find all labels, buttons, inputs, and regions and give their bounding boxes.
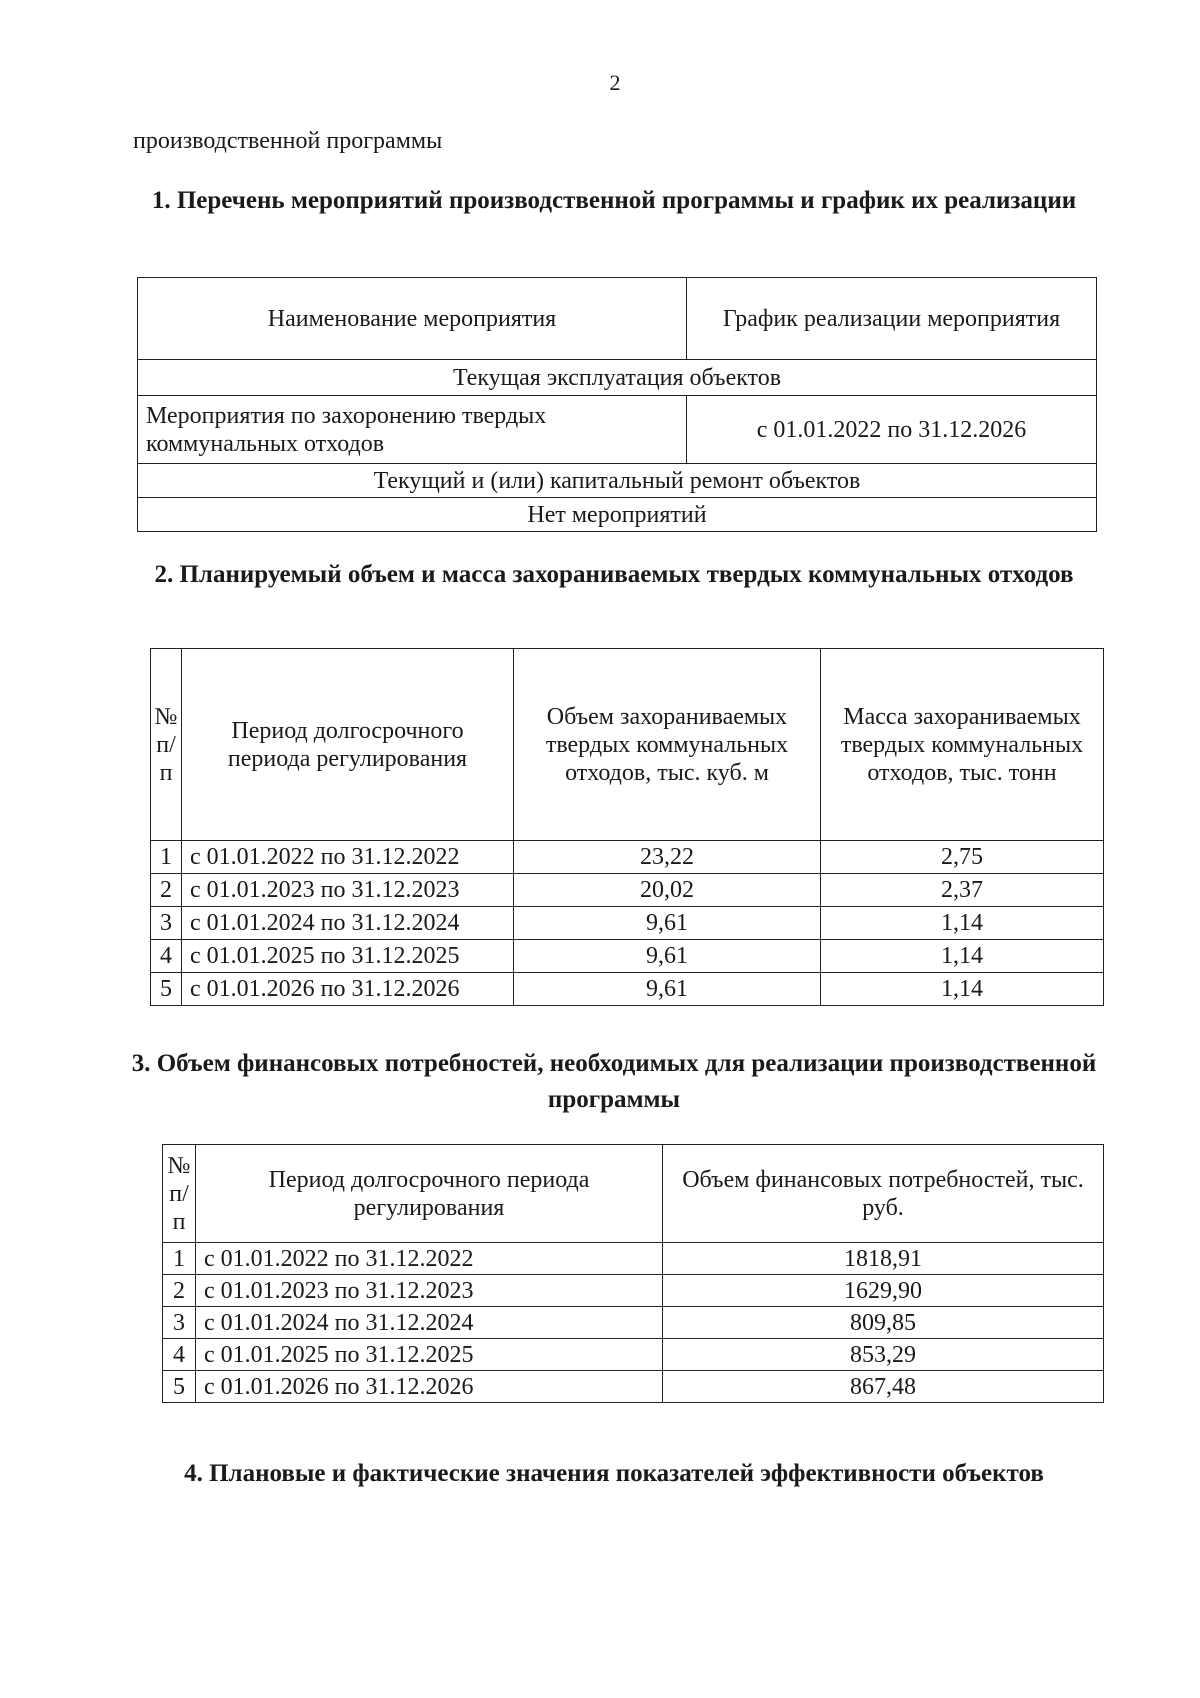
row-num: 3 <box>163 1307 196 1339</box>
row-mass: 1,14 <box>821 940 1104 973</box>
header-schedule: График реализации мероприятия <box>687 278 1097 360</box>
row-num: 2 <box>163 1275 196 1307</box>
row-period: с 01.01.2023 по 31.12.2023 <box>182 874 514 907</box>
header-volume: Объем захораниваемых твердых коммунальных отходов, тыс. куб. м <box>514 649 821 841</box>
section-1-title: 1. Перечень мероприятий производственной программы и график их реализации <box>151 187 1077 214</box>
finance-table <box>162 1144 1104 1403</box>
row-period: с 01.01.2024 по 31.12.2024 <box>196 1307 663 1339</box>
row-finance: 1629,90 <box>663 1275 1104 1307</box>
row-volume: 23,22 <box>514 841 821 874</box>
header-activity-name: Наименование мероприятия <box>138 278 687 360</box>
row-period: с 01.01.2026 по 31.12.2026 <box>196 1371 663 1403</box>
activities-table <box>137 277 1097 532</box>
row-num: 3 <box>151 907 182 940</box>
row-num: 5 <box>163 1371 196 1403</box>
row-period: с 01.01.2026 по 31.12.2026 <box>182 973 514 1006</box>
row-mass: 2,37 <box>821 874 1104 907</box>
table-header-row <box>163 1145 1104 1243</box>
group-label: Текущий и (или) капитальный ремонт объектов <box>138 464 1097 498</box>
table-row <box>151 973 1104 1006</box>
header-num: № п/ п <box>151 649 182 841</box>
section-2-title: 2. Планируемый объем и масса захораниваемых твердых коммунальных отходов <box>154 561 1074 588</box>
activity-schedule: с 01.01.2022 по 31.12.2026 <box>687 396 1097 464</box>
row-finance: 1818,91 <box>663 1243 1104 1275</box>
row-period: с 01.01.2024 по 31.12.2024 <box>182 907 514 940</box>
row-num: 5 <box>151 973 182 1006</box>
row-num: 1 <box>163 1243 196 1275</box>
row-num: 4 <box>163 1339 196 1371</box>
table-row <box>138 396 1097 464</box>
page-number: 2 <box>609 70 621 95</box>
activity-name: Мероприятия по захоронению твердых коммунальных отходов <box>138 396 687 464</box>
header-mass: Масса захораниваемых твердых коммунальных отходов, тыс. тонн <box>821 649 1104 841</box>
carry-over-text: производственной программы <box>133 128 443 154</box>
header-finance: Объем финансовых потребностей, тыс. руб. <box>663 1145 1104 1243</box>
header-num: № п/ п <box>163 1145 196 1243</box>
group-row <box>138 464 1097 498</box>
row-period: с 01.01.2022 по 31.12.2022 <box>196 1243 663 1275</box>
row-period: с 01.01.2025 по 31.12.2025 <box>196 1339 663 1371</box>
row-mass: 2,75 <box>821 841 1104 874</box>
row-num: 2 <box>151 874 182 907</box>
table-row <box>151 940 1104 973</box>
row-num: 1 <box>151 841 182 874</box>
group-label: Текущая эксплуатация объектов <box>138 360 1097 396</box>
table-row <box>163 1339 1104 1371</box>
row-volume: 9,61 <box>514 907 821 940</box>
table-row <box>151 841 1104 874</box>
row-finance: 853,29 <box>663 1339 1104 1371</box>
table-row <box>163 1371 1104 1403</box>
section-4-title: 4. Плановые и фактические значения показателей эффективности объектов <box>184 1460 1044 1487</box>
group-row <box>138 360 1097 396</box>
header-period: Период долгосрочного периода регулирования <box>182 649 514 841</box>
table-row <box>151 874 1104 907</box>
no-activities-label: Нет мероприятий <box>138 498 1097 532</box>
section-3-title: 3. Объем финансовых потребностей, необходимых для реализации производственной программы <box>131 1050 1097 1113</box>
header-period: Период долгосрочного периода регулирования <box>196 1145 663 1243</box>
table-row <box>163 1243 1104 1275</box>
table-row <box>151 907 1104 940</box>
table-header-row <box>151 649 1104 841</box>
table-header-row <box>138 278 1097 360</box>
row-volume: 20,02 <box>514 874 821 907</box>
row-volume: 9,61 <box>514 940 821 973</box>
table-row <box>163 1275 1104 1307</box>
row-finance: 809,85 <box>663 1307 1104 1339</box>
row-period: с 01.01.2022 по 31.12.2022 <box>182 841 514 874</box>
table-row <box>163 1307 1104 1339</box>
group-row <box>138 498 1097 532</box>
row-num: 4 <box>151 940 182 973</box>
row-mass: 1,14 <box>821 907 1104 940</box>
row-mass: 1,14 <box>821 973 1104 1006</box>
row-period: с 01.01.2025 по 31.12.2025 <box>182 940 514 973</box>
row-volume: 9,61 <box>514 973 821 1006</box>
waste-volume-table <box>150 648 1104 1006</box>
row-finance: 867,48 <box>663 1371 1104 1403</box>
row-period: с 01.01.2023 по 31.12.2023 <box>196 1275 663 1307</box>
